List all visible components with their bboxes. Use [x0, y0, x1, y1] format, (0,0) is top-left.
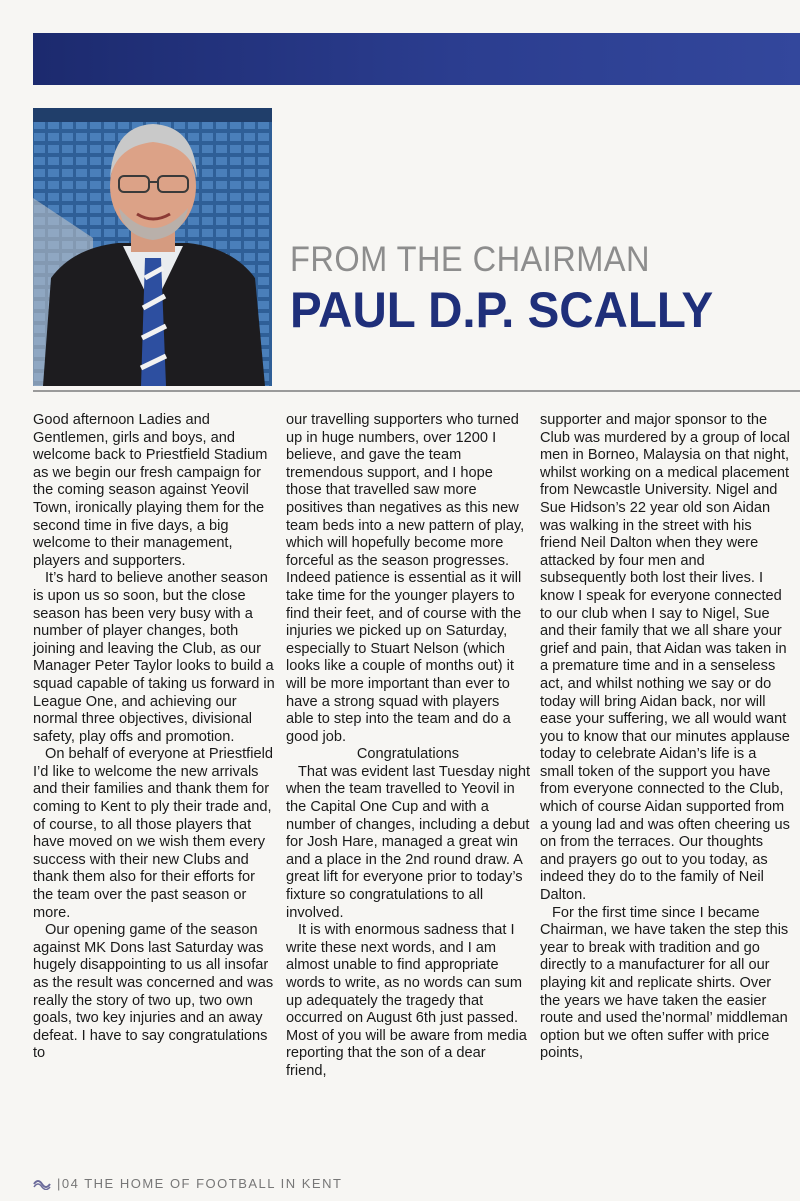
footer-text: |04 THE HOME OF FOOTBALL IN KENT — [57, 1176, 343, 1191]
club-logo-icon — [33, 1178, 51, 1190]
paragraph: Our opening game of the season against MK Dons last Saturday was hugely disappointing to us all insofar as the result was concerned and was really the story of two up, two own goals, two key injuries and an away defeat. I have to say congratulations to — [33, 922, 274, 1062]
page-title: PAUL D.P. SCALLY — [290, 282, 714, 338]
article-column-3 — [540, 412, 790, 1063]
article-column-2 — [286, 412, 530, 1081]
article-column-1 — [33, 412, 278, 1063]
paragraph: Good afternoon Ladies and Gentlemen, girls and boys, and welcome back to Priestfield Stadium as we begin our fresh campaign for the coming season against Yeovil Town, ironically playing them for the second time in five days, a big welcome to their management, players and supporters. — [33, 412, 268, 569]
chairman-portrait — [33, 108, 272, 386]
paragraph: That was evident last Tuesday night when the team travelled to Yeovil in the Capital One Cup and with a number of changes, including a debut for Josh Hare, managed a great win and a place in the 2nd round draw. A great lift for everyone prior to today’s fixture so congratulations to all involved. — [286, 763, 531, 921]
divider — [33, 390, 800, 392]
portrait-image — [33, 108, 272, 386]
header-band — [33, 33, 800, 85]
paragraph: It’s hard to believe another season is upon us so soon, but the close season has been very busy with a number of player changes, both joining and leaving the Club, as our Manager Peter Taylor looks to build a squad capable of taking us forward in League One, and achieving our normal three objectives, divisional safety, play offs and promotion. — [33, 570, 275, 745]
paragraph: For the first time since I became Chairman, we have taken the step this year to break with tradition and go directly to a manufacturer for all our playing kit and replicate shirts. Over the years we have taken the easier route and used the’normal’ middleman option but we often suffer with price points, — [540, 904, 789, 1062]
title-block — [290, 240, 795, 338]
paragraph: On behalf of everyone at Priestfield I’d like to welcome the new arrivals and their families and thank them for coming to Kent to ply their trade and, of course, to all those players that have moved on we wish them every success with their new Clubs and thank them also for their efforts for the team over the past season or more. — [33, 746, 273, 921]
section-subheading: Congratulations — [356, 746, 460, 763]
paragraph: supporter and major sponsor to the Club was murdered by a group of local men in Borneo, Malaysia on that night, whilst working on a medical placement from Newcastle University. Nigel and Sue Hidson’s 22 year old son Aidan was walking in the street with his friend Neil Dalton when they were attacked by four men and subsequently both lost their lives. I know I speak for everyone connected to our club when I say to Nigel, Sue and their family that we all share your grief and pain, that Aidan was taken in a premature time and in a senseless act, and whilst nothing we say or do today will bring Aidan back, nor will ease your suffering, we all would want you to know that our minutes applause today to celebrate Aidan’s life is a small token of the support you have from everyone connected to the Club, which of course Aidan supported from a young lad and was often cheering us on from the terraces. Our thoughts and prayers go out to you today, as indeed they do to the family of Neil Dalton. — [540, 412, 790, 904]
section-kicker: FROM THE CHAIRMAN — [290, 240, 650, 279]
paragraph: our travelling supporters who turned up in huge numbers, over 1200 I believe, and gave the team tremendous support, and I hope those that travelled saw more positives than negatives as this new team beds into a new pattern of play, which will hopefully become more forceful as the season progresses. Indeed patience is essential as it will take time for the younger players to find their feet, and of course with the injuries we picked up on Saturday, especially to Stuart Nelson (which looks like a couple of months out) it will be more important than ever to have a strong squad with players able to step into the team and do a good job. — [286, 412, 525, 745]
paragraph: It is with enormous sadness that I write these next words, and I am almost unable to find appropriate words to write, as no words can sum up adequately the tragedy that occurred on August 6th just passed. Most of you will be aware from media reporting that the son of a dear friend, — [286, 922, 527, 1079]
page-footer — [33, 1176, 342, 1191]
